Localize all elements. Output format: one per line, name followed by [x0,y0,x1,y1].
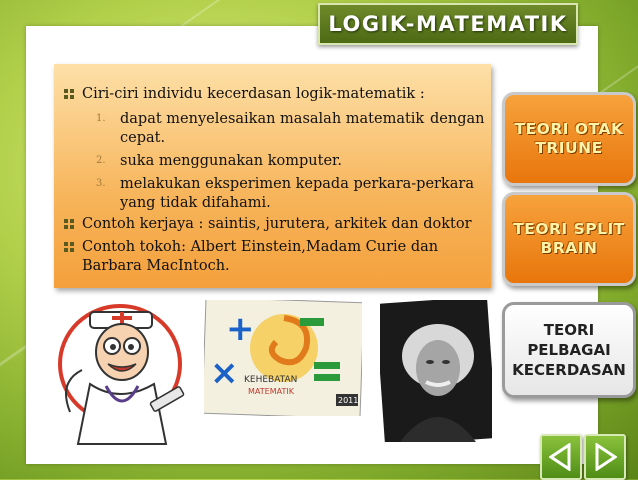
list-number: 3. [96,178,106,189]
figures-text: Barbara MacIntoch. [82,258,230,274]
list-item-text: melakukan eksperimen kepada perkara-perkara [120,176,474,192]
button-label: TRIUNE [535,139,603,157]
list-number: 2. [96,155,106,166]
teori-split-brain-button[interactable] [502,192,636,286]
figures-text: Contoh tokoh: Albert Einstein,Madam Curie dan [82,239,439,255]
list-item-text: dengan [430,111,485,127]
previous-slide-button[interactable] [540,434,582,480]
diamond-bullet-icon [64,242,74,252]
triangle-left-icon [549,443,573,471]
book-word: KEHEBATAN [244,375,298,385]
content-box [54,64,491,288]
book-word: MATEMATIK [248,387,294,396]
page-title: LOGIK-MATEMATIK [328,12,568,36]
math-book-image [204,300,362,416]
diamond-bullet-icon [64,89,74,99]
doctor-cartoon-image [50,294,200,474]
button-label: BRAIN [540,239,598,257]
career-text: Contoh kerjaya : saintis, jurutera, arkitek dan doktor [82,216,472,232]
svg-text:×: × [210,353,239,393]
title-box [318,3,578,45]
triangle-right-icon [593,443,617,471]
button-label: PELBAGAI [527,341,611,359]
book-badge: 2011 [338,396,359,405]
button-label: TEORI [543,321,595,339]
intro-text: Ciri-ciri individu kecerdasan logik-matematik : [82,86,425,102]
button-label: KECERDASAN [512,361,626,379]
svg-text:+: + [226,309,255,349]
list-item-text: dapat menyelesaikan masalah matematik [120,111,425,127]
button-label: TEORI SPLIT [513,220,625,238]
list-item-text: yang tidak difahami. [120,195,271,211]
next-slide-button[interactable] [584,434,626,480]
portrait-photo-image [380,300,492,442]
button-label: TEORI OTAK [514,120,624,138]
teori-pelbagai-kecerdasan-button[interactable] [502,302,636,398]
list-item-text: suka menggunakan komputer. [120,153,342,169]
teori-otak-triune-button[interactable] [502,92,636,186]
list-number: 1. [96,113,106,124]
diamond-bullet-icon [64,219,74,229]
list-item-text: cepat. [120,130,166,146]
